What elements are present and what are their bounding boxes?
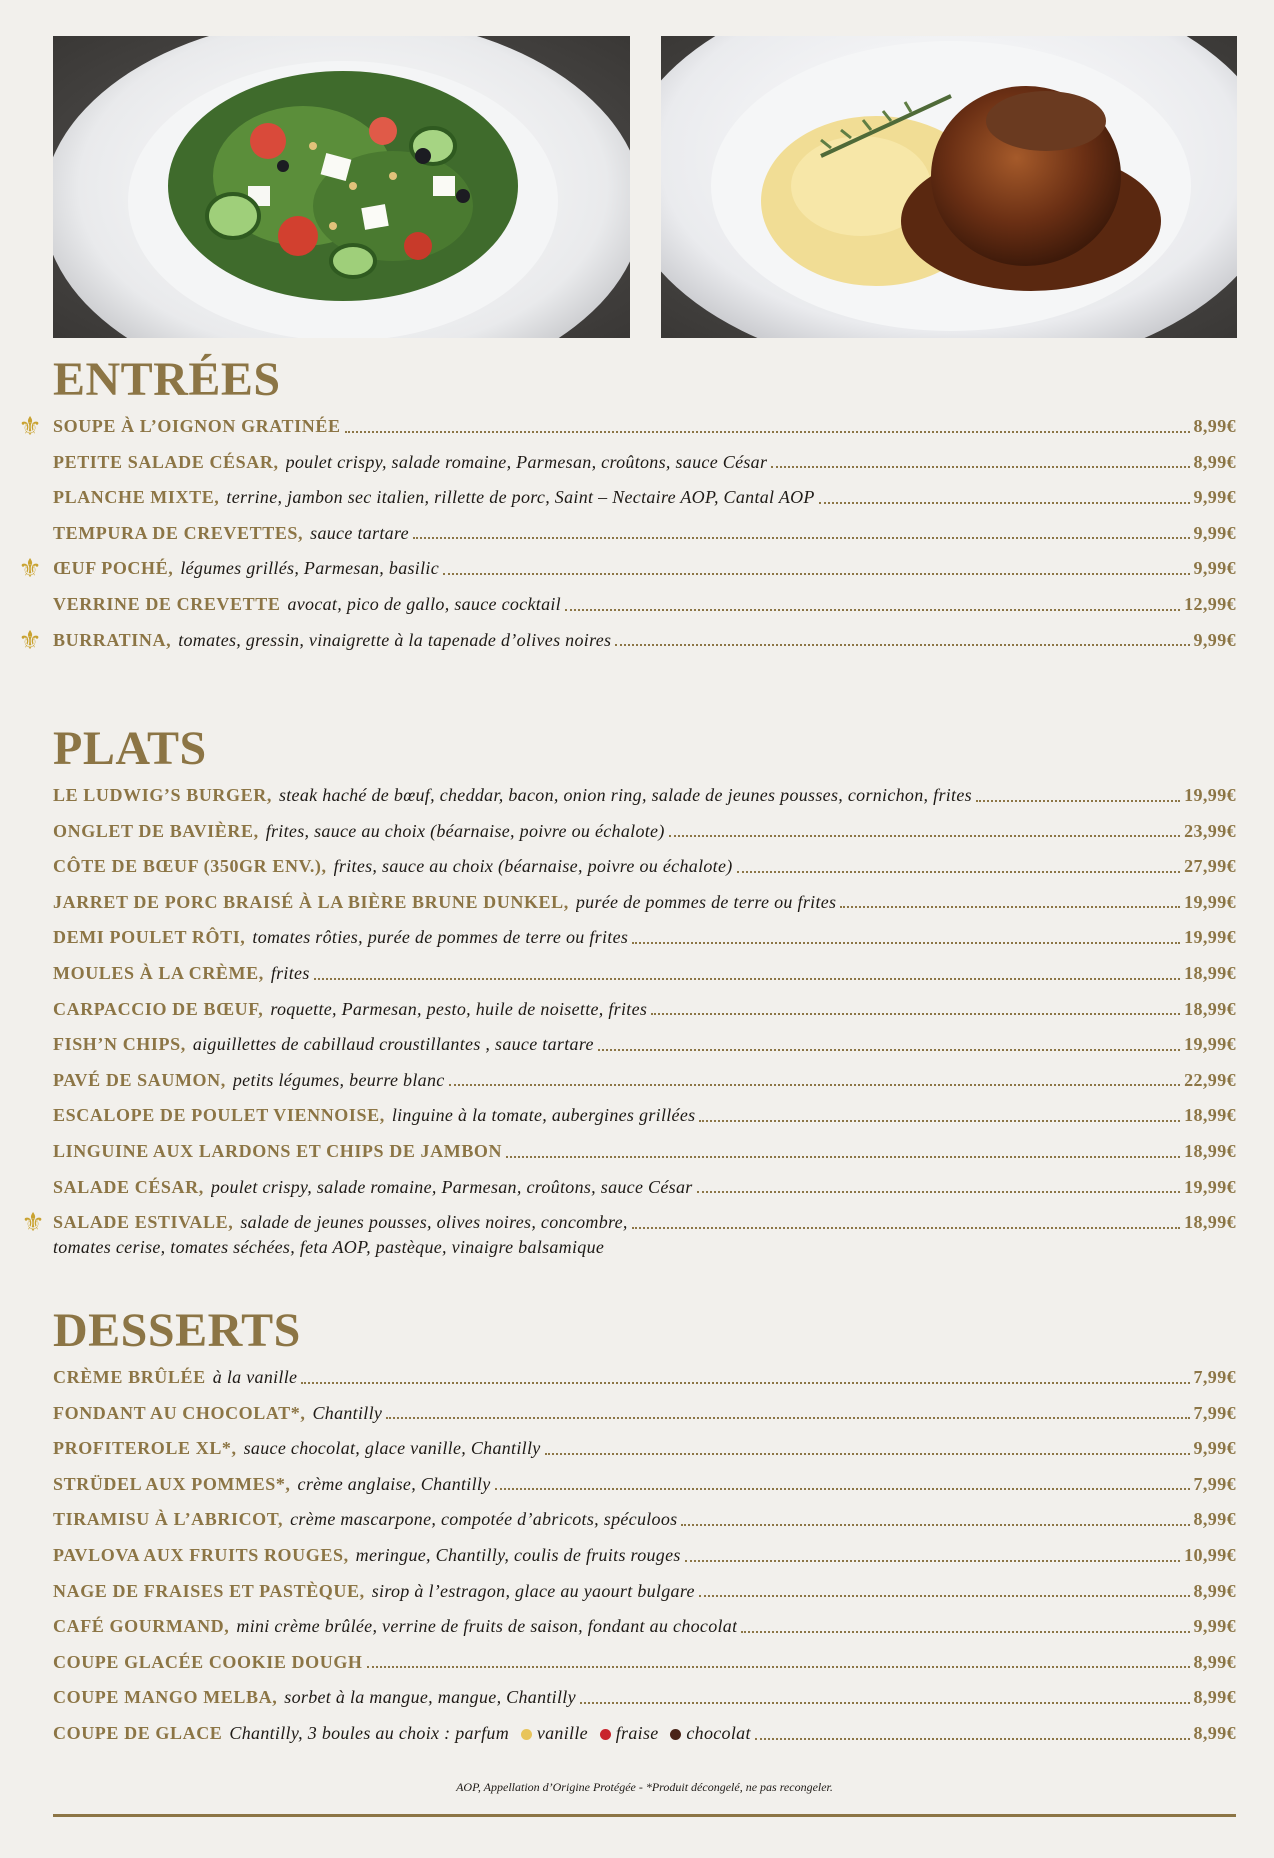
item-price: 9,99€ <box>1193 1616 1236 1637</box>
item-name: NAGE DE FRAISES ET PASTÈQUE, <box>53 1580 365 1601</box>
dot-leader <box>314 978 1180 980</box>
item-price: 19,99€ <box>1184 891 1236 912</box>
dot-leader <box>615 644 1189 646</box>
desserts-title: DESSERTS <box>53 1304 301 1357</box>
item-description: poulet crispy, salade romaine, Parmesan, croûtons, sauce César <box>210 1176 693 1197</box>
item-description: légumes grillés, Parmesan, basilic <box>180 558 440 579</box>
item-description: avocat, pico de gallo, sauce cocktail <box>287 593 561 614</box>
item-description: Chantilly <box>312 1402 383 1423</box>
menu-item-salade-estivale <box>21 1208 1236 1257</box>
item-price: 8,99€ <box>1193 1651 1236 1672</box>
menu-item-linguine-aux-lardons-et-chips-de-jambon <box>53 1140 1236 1176</box>
item-name: CRÈME BRÛLÉE <box>53 1367 206 1387</box>
item-price: 22,99€ <box>1184 1069 1236 1090</box>
item-price: 8,99€ <box>1193 451 1236 472</box>
desserts-list <box>53 1366 1236 1722</box>
item-price: 9,99€ <box>1193 487 1236 508</box>
house-favorite-fleur-icon: ⚜ <box>21 1208 45 1238</box>
item-description: sorbet à la mangue, mangue, Chantilly <box>284 1687 576 1708</box>
item-price: 8,99€ <box>1193 1509 1236 1530</box>
salad-photo <box>53 36 630 338</box>
footnote: AOP, Appellation d’Origine Protégée - *Produit décongelé, ne pas recongeler. <box>456 1780 833 1794</box>
house-favorite-fleur-icon: ⚜ <box>18 554 42 584</box>
desserts-section <box>53 1304 1236 1758</box>
dot-leader <box>755 1738 1190 1740</box>
item-name: LE LUDWIG’S BURGER, <box>53 785 272 805</box>
item-name: JARRET DE PORC BRAISÉ À LA BIÈRE BRUNE DUNKEL, <box>53 891 569 912</box>
dot-leader <box>741 1631 1189 1633</box>
item-price: 12,99€ <box>1184 593 1236 614</box>
item-name: ONGLET DE BAVIÈRE, <box>53 820 259 841</box>
item-name: MOULES À LA CRÈME, <box>53 962 264 983</box>
dot-leader <box>737 871 1181 873</box>
dot-leader <box>840 906 1180 908</box>
item-price: 8,99€ <box>1193 1580 1236 1601</box>
item-name: CÔTE DE BŒUF (350GR ENV.), <box>53 856 327 877</box>
dot-leader <box>345 431 1190 433</box>
item-name: CAFÉ GOURMAND, <box>53 1616 230 1637</box>
menu-item-petite-salade-cesar <box>53 451 1236 487</box>
menu-item-nage-de-fraises-et-pasteque <box>53 1580 1236 1616</box>
dot-leader <box>651 1013 1180 1015</box>
item-name: LINGUINE AUX LARDONS ET CHIPS DE JAMBON <box>53 1140 503 1161</box>
item-price: 10,99€ <box>1184 1544 1236 1565</box>
item-description: aiguillettes de cabillaud croustillantes , sauce tartare <box>192 1034 594 1055</box>
flavor-fraise: fraise <box>615 1722 659 1743</box>
entrees-list <box>18 412 1236 664</box>
item-name: PLANCHE MIXTE, <box>53 487 220 508</box>
plats-list <box>53 784 1236 1211</box>
item-description: sauce tartare <box>310 522 409 543</box>
menu-item-coupe-mango-melba <box>53 1686 1236 1722</box>
menu-item-creme-brulee <box>53 1366 1236 1402</box>
dot-leader <box>697 1191 1181 1193</box>
item-description: meringue, Chantilly, coulis de fruits rouges <box>355 1544 681 1565</box>
dot-leader <box>565 609 1180 611</box>
item-description: à la vanille <box>212 1367 298 1387</box>
dot-leader <box>495 1488 1190 1490</box>
item-name: PETITE SALADE CÉSAR, <box>53 451 279 472</box>
item-description: roquette, Parmesan, pesto, huile de noisette, frites <box>270 998 648 1019</box>
chocolate-color-dot <box>670 1729 681 1740</box>
menu-item-le-ludwig-s-burger <box>53 784 1236 820</box>
coupe-description: Chantilly, 3 boules au choix : parfum <box>229 1722 510 1743</box>
item-name: COUPE DE GLACE <box>53 1722 223 1743</box>
menu-item-pavlova-aux-fruits-rouges <box>53 1544 1236 1580</box>
item-description: frites, sauce au choix (béarnaise, poivre ou échalote) <box>265 820 665 841</box>
menu-item-verrine-de-crevette <box>53 593 1236 629</box>
item-description: steak haché de bœuf, cheddar, bacon, onion ring, salade de jeunes pousses, cornichon, frites <box>278 785 972 805</box>
item-name: SOUPE À L’OIGNON GRATINÉE <box>53 416 341 436</box>
flavor-chocolat: chocolat <box>686 1722 751 1743</box>
item-name: DEMI POULET RÔTI, <box>53 927 246 948</box>
item-price: 18,99€ <box>1184 1212 1236 1233</box>
item-price: 9,99€ <box>1193 522 1236 543</box>
bottom-divider <box>53 1814 1236 1817</box>
item-price: 7,99€ <box>1193 1402 1236 1423</box>
dot-leader <box>976 800 1180 802</box>
menu-item-soupe-a-l-oignon-gratinee <box>18 412 1236 451</box>
dot-leader <box>771 466 1189 468</box>
dot-leader <box>506 1156 1180 1158</box>
item-name: VERRINE DE CREVETTE <box>53 593 281 614</box>
item-name: CARPACCIO DE BŒUF, <box>53 998 264 1019</box>
dot-leader <box>669 835 1180 837</box>
menu-item-planche-mixte <box>53 486 1236 522</box>
menu-item-demi-poulet-roti <box>53 926 1236 962</box>
menu-item-cote-de-b-uf-350gr-env <box>53 855 1236 891</box>
house-favorite-fleur-icon: ⚜ <box>18 625 42 655</box>
item-name: PROFITEROLE XL*, <box>53 1438 237 1459</box>
dot-leader <box>819 502 1190 504</box>
item-name: ŒUF POCHÉ, <box>53 558 174 579</box>
item-price: 8,99€ <box>1193 1687 1236 1708</box>
item-description: sauce chocolat, glace vanille, Chantilly <box>243 1438 541 1459</box>
flavor-vanille: vanille <box>536 1722 588 1743</box>
item-name: SALADE CÉSAR, <box>53 1176 204 1197</box>
strawberry-color-dot <box>600 1729 611 1740</box>
entrees-section <box>18 353 1236 664</box>
item-name: TIRAMISU À L’ABRICOT, <box>53 1509 284 1530</box>
item-description: sirop à l’estragon, glace au yaourt bulgare <box>371 1580 695 1601</box>
item-description: tomates rôties, purée de pommes de terre ou frites <box>252 927 629 948</box>
item-name: TEMPURA DE CREVETTES, <box>53 522 304 543</box>
item-description: crème mascarpone, compotée d’abricots, spéculoos <box>290 1509 678 1530</box>
item-price: 19,99€ <box>1184 785 1236 805</box>
item-price: 19,99€ <box>1184 1034 1236 1055</box>
item-description: terrine, jambon sec italien, rillette de porc, Saint – Nectaire AOP, Cantal AOP <box>226 487 815 508</box>
dot-leader <box>367 1666 1190 1668</box>
menu-item-fondant-au-chocolat <box>53 1402 1236 1438</box>
menu-item-burratina <box>18 625 1236 665</box>
item-price: 8,99€ <box>1193 416 1236 436</box>
item-price: 9,99€ <box>1193 629 1236 650</box>
item-price: 18,99€ <box>1184 962 1236 983</box>
dot-leader <box>413 537 1190 539</box>
item-price: 19,99€ <box>1184 927 1236 948</box>
item-price: 18,99€ <box>1184 1140 1236 1161</box>
plats-title: PLATS <box>53 722 207 775</box>
item-name: SALADE ESTIVALE, <box>53 1212 234 1233</box>
item-price: 18,99€ <box>1184 1105 1236 1126</box>
item-price: 27,99€ <box>1184 856 1236 877</box>
item-description: linguine à la tomate, aubergines grillées <box>391 1105 696 1126</box>
item-description: crème anglaise, Chantilly <box>297 1473 491 1494</box>
dot-leader <box>449 1084 1181 1086</box>
item-price: 7,99€ <box>1193 1473 1236 1494</box>
item-description: purée de pommes de terre ou frites <box>575 891 837 912</box>
item-price: 23,99€ <box>1184 820 1236 841</box>
dot-leader <box>699 1120 1180 1122</box>
menu-item-moules-a-la-creme <box>53 962 1236 998</box>
item-description-continued: tomates cerise, tomates séchées, feta AOP, pastèque, vinaigre balsamique <box>53 1236 605 1257</box>
braised-pork-photo <box>661 36 1237 338</box>
item-description: frites, sauce au choix (béarnaise, poivre ou échalote) <box>333 856 733 877</box>
item-price: 18,99€ <box>1184 998 1236 1019</box>
item-name: BURRATINA, <box>53 629 172 650</box>
menu-item-carpaccio-de-b-uf <box>53 998 1236 1034</box>
item-description: poulet crispy, salade romaine, Parmesan, croûtons, sauce César <box>285 451 768 472</box>
item-name: FONDANT AU CHOCOLAT*, <box>53 1402 306 1423</box>
dot-leader <box>443 573 1189 575</box>
item-description: tomates, gressin, vinaigrette à la tapenade d’olives noires <box>178 629 612 650</box>
photo-strip <box>53 36 1237 338</box>
dot-leader <box>580 1702 1190 1704</box>
item-name: FISH’N CHIPS, <box>53 1034 186 1055</box>
menu-item-strudel-aux-pommes <box>53 1473 1236 1509</box>
item-price: 9,99€ <box>1193 1438 1236 1459</box>
item-name: COUPE MANGO MELBA, <box>53 1687 278 1708</box>
item-price: 19,99€ <box>1184 1176 1236 1197</box>
item-description: salade de jeunes pousses, olives noires, concombre, <box>240 1212 628 1233</box>
item-price: 8,99€ <box>1193 1722 1236 1743</box>
dot-leader <box>386 1417 1189 1419</box>
item-price: 9,99€ <box>1193 558 1236 579</box>
dot-leader <box>699 1595 1190 1597</box>
dot-leader <box>301 1382 1189 1384</box>
house-favorite-fleur-icon: ⚜ <box>18 412 42 441</box>
item-description: petits légumes, beurre blanc <box>232 1069 445 1090</box>
menu-item-onglet-de-baviere <box>53 820 1236 856</box>
dot-leader <box>598 1049 1180 1051</box>
item-name: PAVLOVA AUX FRUITS ROUGES, <box>53 1544 349 1565</box>
menu-item-cafe-gourmand <box>53 1615 1236 1651</box>
item-description <box>229 1722 750 1745</box>
menu-item-jarret-de-porc-braise-a-la-biere-brune-dunkel <box>53 891 1236 927</box>
dot-leader <box>632 942 1180 944</box>
menu-item-tiramisu-a-l-abricot <box>53 1508 1236 1544</box>
menu-item-coupe-glacee-cookie-dough <box>53 1651 1236 1687</box>
dot-leader <box>545 1453 1190 1455</box>
menu-item-fish-n-chips <box>53 1033 1236 1069</box>
dot-leader <box>632 1227 1180 1229</box>
item-name: STRÜDEL AUX POMMES*, <box>53 1473 291 1494</box>
item-name: PAVÉ DE SAUMON, <box>53 1069 226 1090</box>
vanilla-color-dot <box>521 1729 532 1740</box>
entrees-title: ENTRÉES <box>53 353 281 406</box>
item-name: ESCALOPE DE POULET VIENNOISE, <box>53 1105 385 1126</box>
plats-section <box>21 722 1236 1258</box>
menu-item-uf-poche <box>18 554 1236 593</box>
item-description: frites <box>270 962 310 983</box>
menu-item-salade-cesar <box>53 1176 1236 1212</box>
item-name: COUPE GLACÉE COOKIE DOUGH <box>53 1651 363 1672</box>
item-price: 7,99€ <box>1193 1367 1236 1387</box>
dot-leader <box>681 1524 1189 1526</box>
item-description: mini crème brûlée, verrine de fruits de saison, fondant au chocolat <box>236 1616 738 1637</box>
menu-item-profiterole-xl <box>53 1437 1236 1473</box>
menu-item-escalope-de-poulet-viennoise <box>53 1104 1236 1140</box>
menu-item-pave-de-saumon <box>53 1069 1236 1105</box>
menu-item-tempura-de-crevettes <box>53 522 1236 558</box>
menu-item-coupe-de-glace <box>53 1722 1236 1758</box>
dot-leader <box>685 1560 1180 1562</box>
